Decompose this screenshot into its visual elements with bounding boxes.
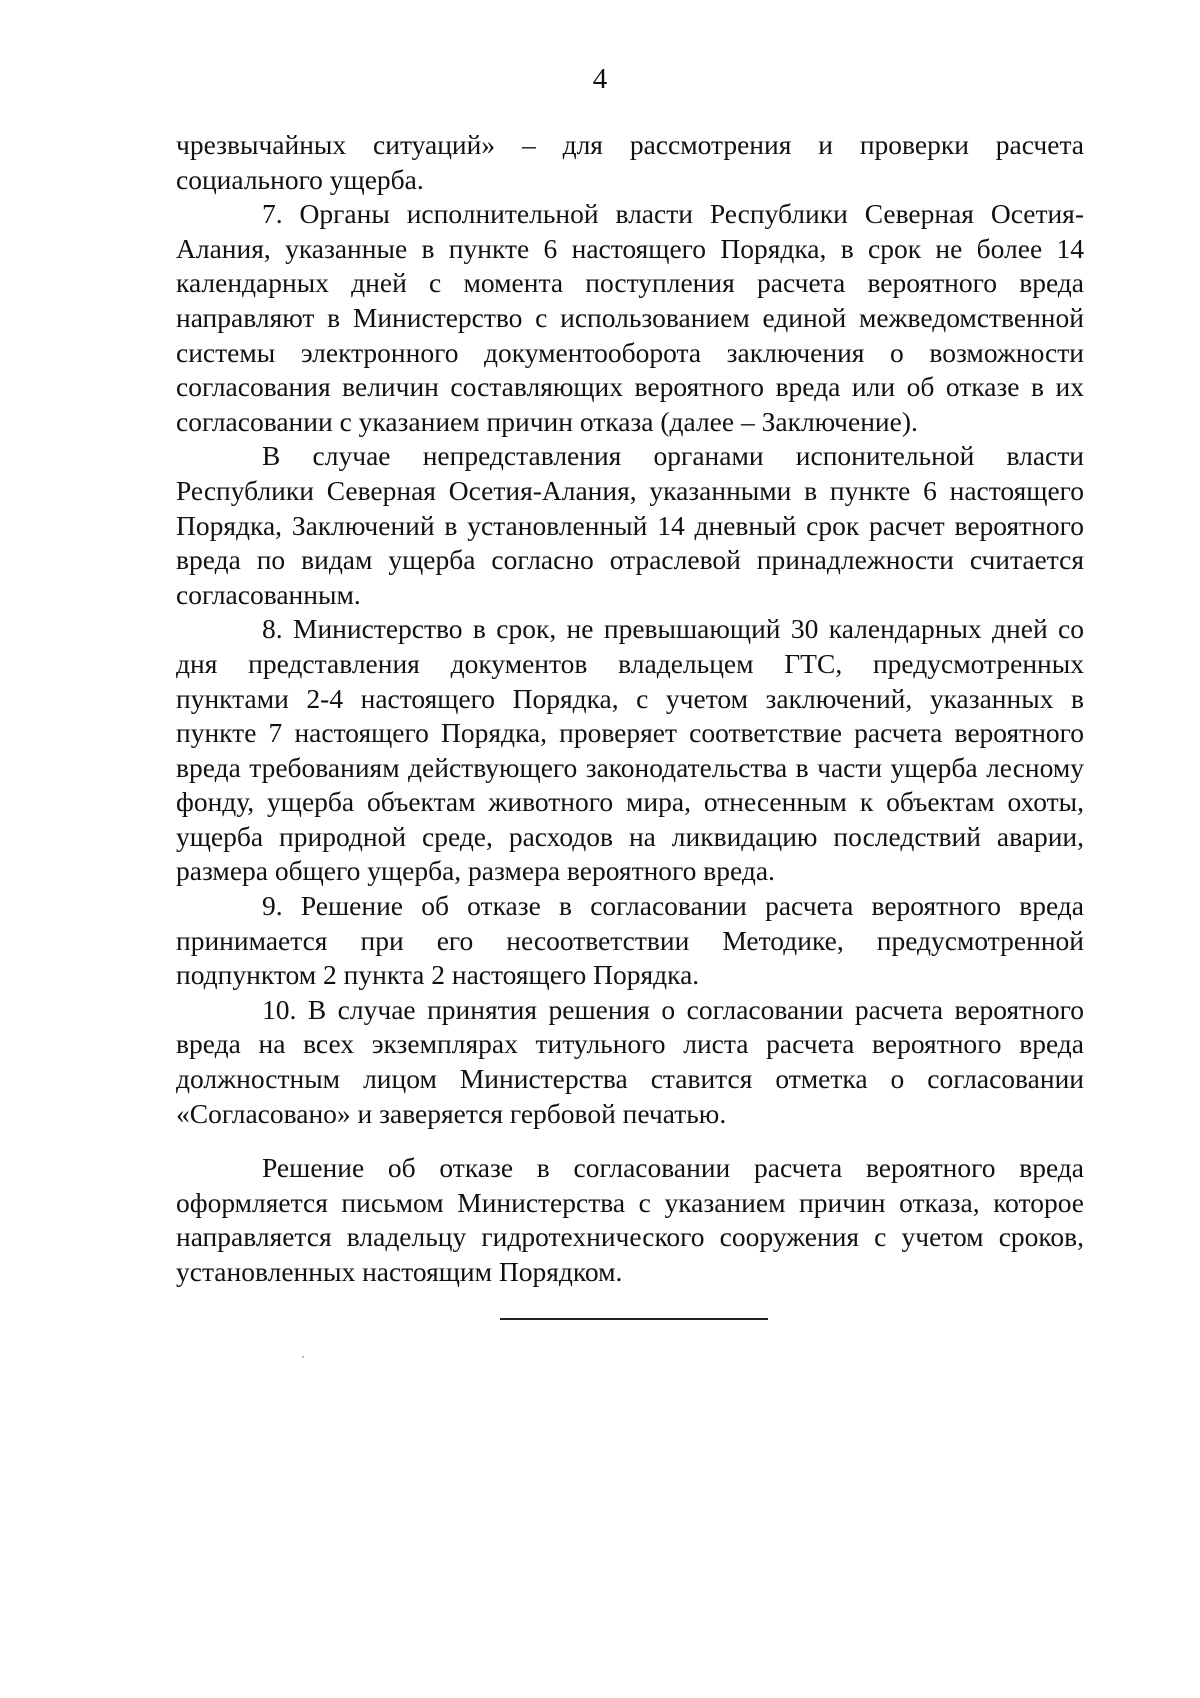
paragraph-non-submission: В случае непредставления органами испонительной власти Республики Северная Осетия-Алания, указанными в пункте 6 настоящего Порядка, Заключений в установленный 14 дневный срок расчет вероятного вреда по видам ущерба согласно отраслевой принадлежности считается согласованным.: [176, 440, 1084, 610]
end-of-document-rule: [500, 1318, 768, 1320]
paragraph-item-7: 7. Органы исполнительной власти Республики Северная Осетия-Алания, указанные в пункте 6 настоящего Порядка, в срок не более 14 календарных дней с момента поступления расчета вероятного вреда направляют в Министерство с использованием единой межведомственной системы электронного документооборота заключения о возможности согласования величин составляющих вероятного вреда или об отказе в их согласовании с указанием причин отказа (далее – Заключение).: [176, 198, 1084, 437]
paragraph-refusal-decision: Решение об отказе в согласовании расчета вероятного вреда оформляется письмом Министерства с указанием причин отказа, которое направляется владельцу гидротехнического сооружения с учетом сроков, установленных настоящим Порядком.: [176, 1152, 1084, 1287]
paragraph-item-10: 10. В случае принятия решения о согласовании расчета вероятного вреда на всех экземплярах титульного листа расчета вероятного вреда должностным лицом Министерства ставится отметка о согласовании «Согласовано» и заверяется гербовой печатью.: [176, 993, 1084, 1129]
paragraph-item-9: 9. Решение об отказе в согласовании расчета вероятного вреда принимается при его несоответствии Методике, предусмотренной подпунктом 2 пункта 2 настоящего Порядка.: [176, 890, 1084, 991]
page-number: 4: [592, 63, 608, 95]
document-body: [176, 128, 1084, 1290]
paragraph-social-damage-continuation: чрезвычайных ситуаций» – для рассмотрения и проверки расчета социального ущерба.: [176, 129, 1084, 195]
paragraph-item-8: 8. Министерство в срок, не превышающий 30 календарных дней со дня представления документов владельцем ГТС, предусмотренных пунктами 2-4 настоящего Порядка, с учетом заключений, указанных в пункте 7 настоящего Порядка, проверяет соответствие расчета вероятного вреда требованиям действующего законодательства в части ущерба лесному фонду, ущерба объектам животного мира, отнесенным к объектам охоты, ущерба природной среде, расходов на ликвидацию последствий аварии, размера общего ущерба, размера вероятного вреда.: [176, 613, 1084, 887]
scan-speck: [302, 1356, 304, 1358]
